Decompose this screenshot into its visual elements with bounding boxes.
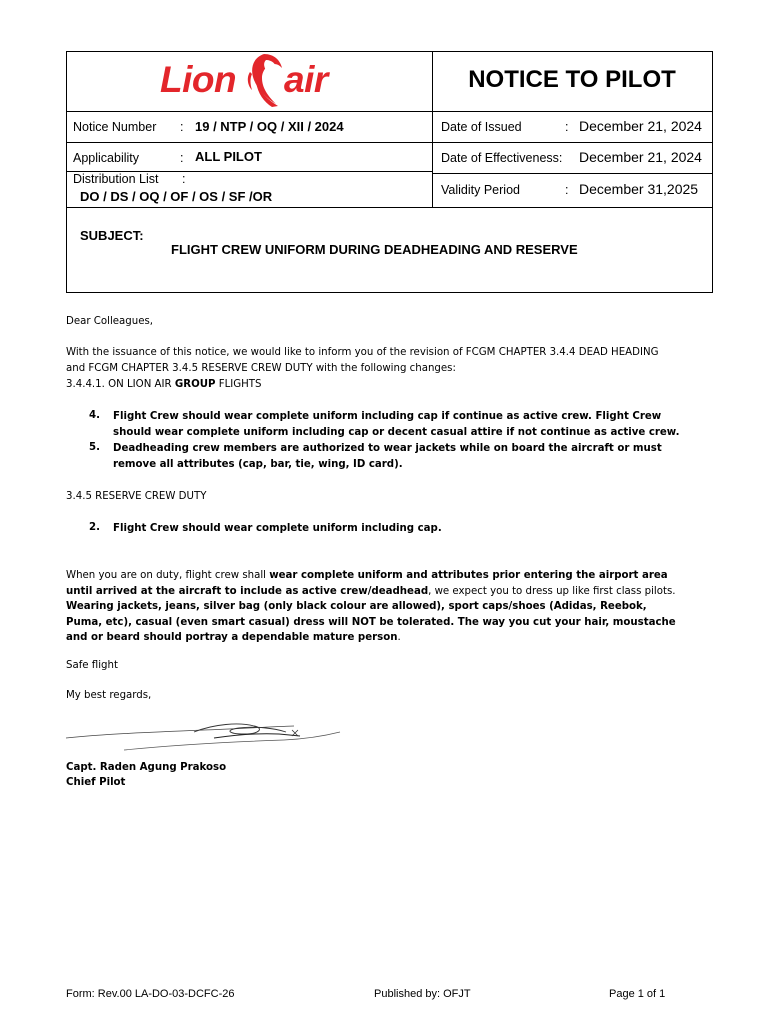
table-divider <box>66 207 713 208</box>
signer-title: Chief Pilot <box>66 777 126 788</box>
distribution-colon: : <box>182 172 186 186</box>
list-item-number: 5. <box>89 442 100 453</box>
list-item-number: 4. <box>89 410 100 421</box>
applicability-label: Applicability <box>73 151 140 165</box>
lion-air-logo <box>92 52 342 110</box>
date-issued-colon: : <box>565 120 569 134</box>
footer-page-number: Page 1 of 1 <box>609 988 666 1000</box>
validity-period-colon: : <box>565 183 569 197</box>
closing-regards: My best regards, <box>66 690 152 701</box>
applicability-value: ALL PILOT <box>195 149 262 164</box>
section-heading-suffix: FLIGHTS <box>215 379 262 390</box>
policy-text-bold: Wearing jackets, jeans, silver bag (only black colour are allowed), sport caps/shoes (Adidas, Reebok, Puma, etc), casual (even smart casual) dress will NOT be tolerated. The way you cut your hair, moustache and or beard should portray a dependable mature person <box>66 601 676 643</box>
lion-head-icon <box>242 52 284 108</box>
signature-image <box>64 718 344 754</box>
subject-value: FLIGHT CREW UNIFORM DURING DEADHEADING AND RESERVE <box>171 242 578 257</box>
section-heading-prefix: 3.4.4.1. ON LION AIR <box>66 379 175 390</box>
greeting: Dear Colleagues, <box>66 316 154 327</box>
distribution-value: DO / DS / OQ / OF / OS / SF /OR <box>80 189 273 204</box>
list-item: Deadheading crew members are authorized to wear jackets while on board the aircraft or must remove all attributes (cap, bar, tie, wing, ID card). <box>113 443 662 470</box>
logo-text-air: air <box>284 59 328 100</box>
logo-text-lion: Lion <box>160 59 237 100</box>
closing-safe-flight: Safe flight <box>66 660 118 671</box>
applicability-colon: : <box>180 151 184 165</box>
section-heading-deadheading <box>66 377 696 393</box>
distribution-label: Distribution List <box>73 172 159 186</box>
table-divider <box>66 142 713 143</box>
section-heading-bold: GROUP <box>174 379 216 390</box>
policy-text-bold: wear complete uniform and attributes prior entering the airport area until arrived at the aircraft to include as active crew/deadhead <box>66 570 668 597</box>
subject-label: SUBJECT: <box>80 228 144 243</box>
section-heading-reserve: 3.4.5 RESERVE CREW DUTY <box>66 491 207 502</box>
notice-number-value: 19 / NTP / OQ / XII / 2024 <box>195 119 344 134</box>
footer-form: Form: Rev.00 LA-DO-03-DCFC-26 <box>66 988 235 1000</box>
validity-period-value: December 31,2025 <box>579 181 699 197</box>
notice-number-label: Notice Number <box>73 120 157 134</box>
footer-published: Published by: OFJT <box>374 988 471 1000</box>
intro-line-2: and FCGM CHAPTER 3.4.5 RESERVE CREW DUTY with the following changes: <box>66 363 456 374</box>
date-effectiveness-value: December 21, 2024 <box>579 149 702 165</box>
intro-line-1: With the issuance of this notice, we would like to inform you of the revision of FCGM CHAPTER 3.4.4 DEAD HEADING <box>66 347 659 358</box>
validity-period-label: Validity Period <box>441 183 520 197</box>
policy-text: , we expect you to dress up like first class pilots. <box>428 585 676 597</box>
policy-text: . <box>397 632 401 643</box>
list-item-number: 2. <box>89 522 100 533</box>
list-item: Flight Crew should wear complete uniform including cap if continue as active crew. Flight Crew should wear complete uniform including cap or decent casual attire if not continue as active crew. <box>113 411 680 438</box>
table-divider <box>66 111 713 112</box>
policy-paragraph <box>66 568 681 646</box>
date-issued-label: Date of Issued <box>441 120 522 134</box>
list-item: Flight Crew should wear complete uniform including cap. <box>113 523 442 534</box>
date-effectiveness-label: Date of Effectiveness: <box>441 151 563 165</box>
signer-name: Capt. Raden Agung Prakoso <box>66 762 227 773</box>
table-divider <box>432 173 713 174</box>
date-issued-value: December 21, 2024 <box>579 118 702 134</box>
notice-number-colon: : <box>180 120 184 134</box>
policy-text: When you are on duty, flight crew shall <box>66 570 270 581</box>
document-title: NOTICE TO PILOT <box>468 66 676 93</box>
